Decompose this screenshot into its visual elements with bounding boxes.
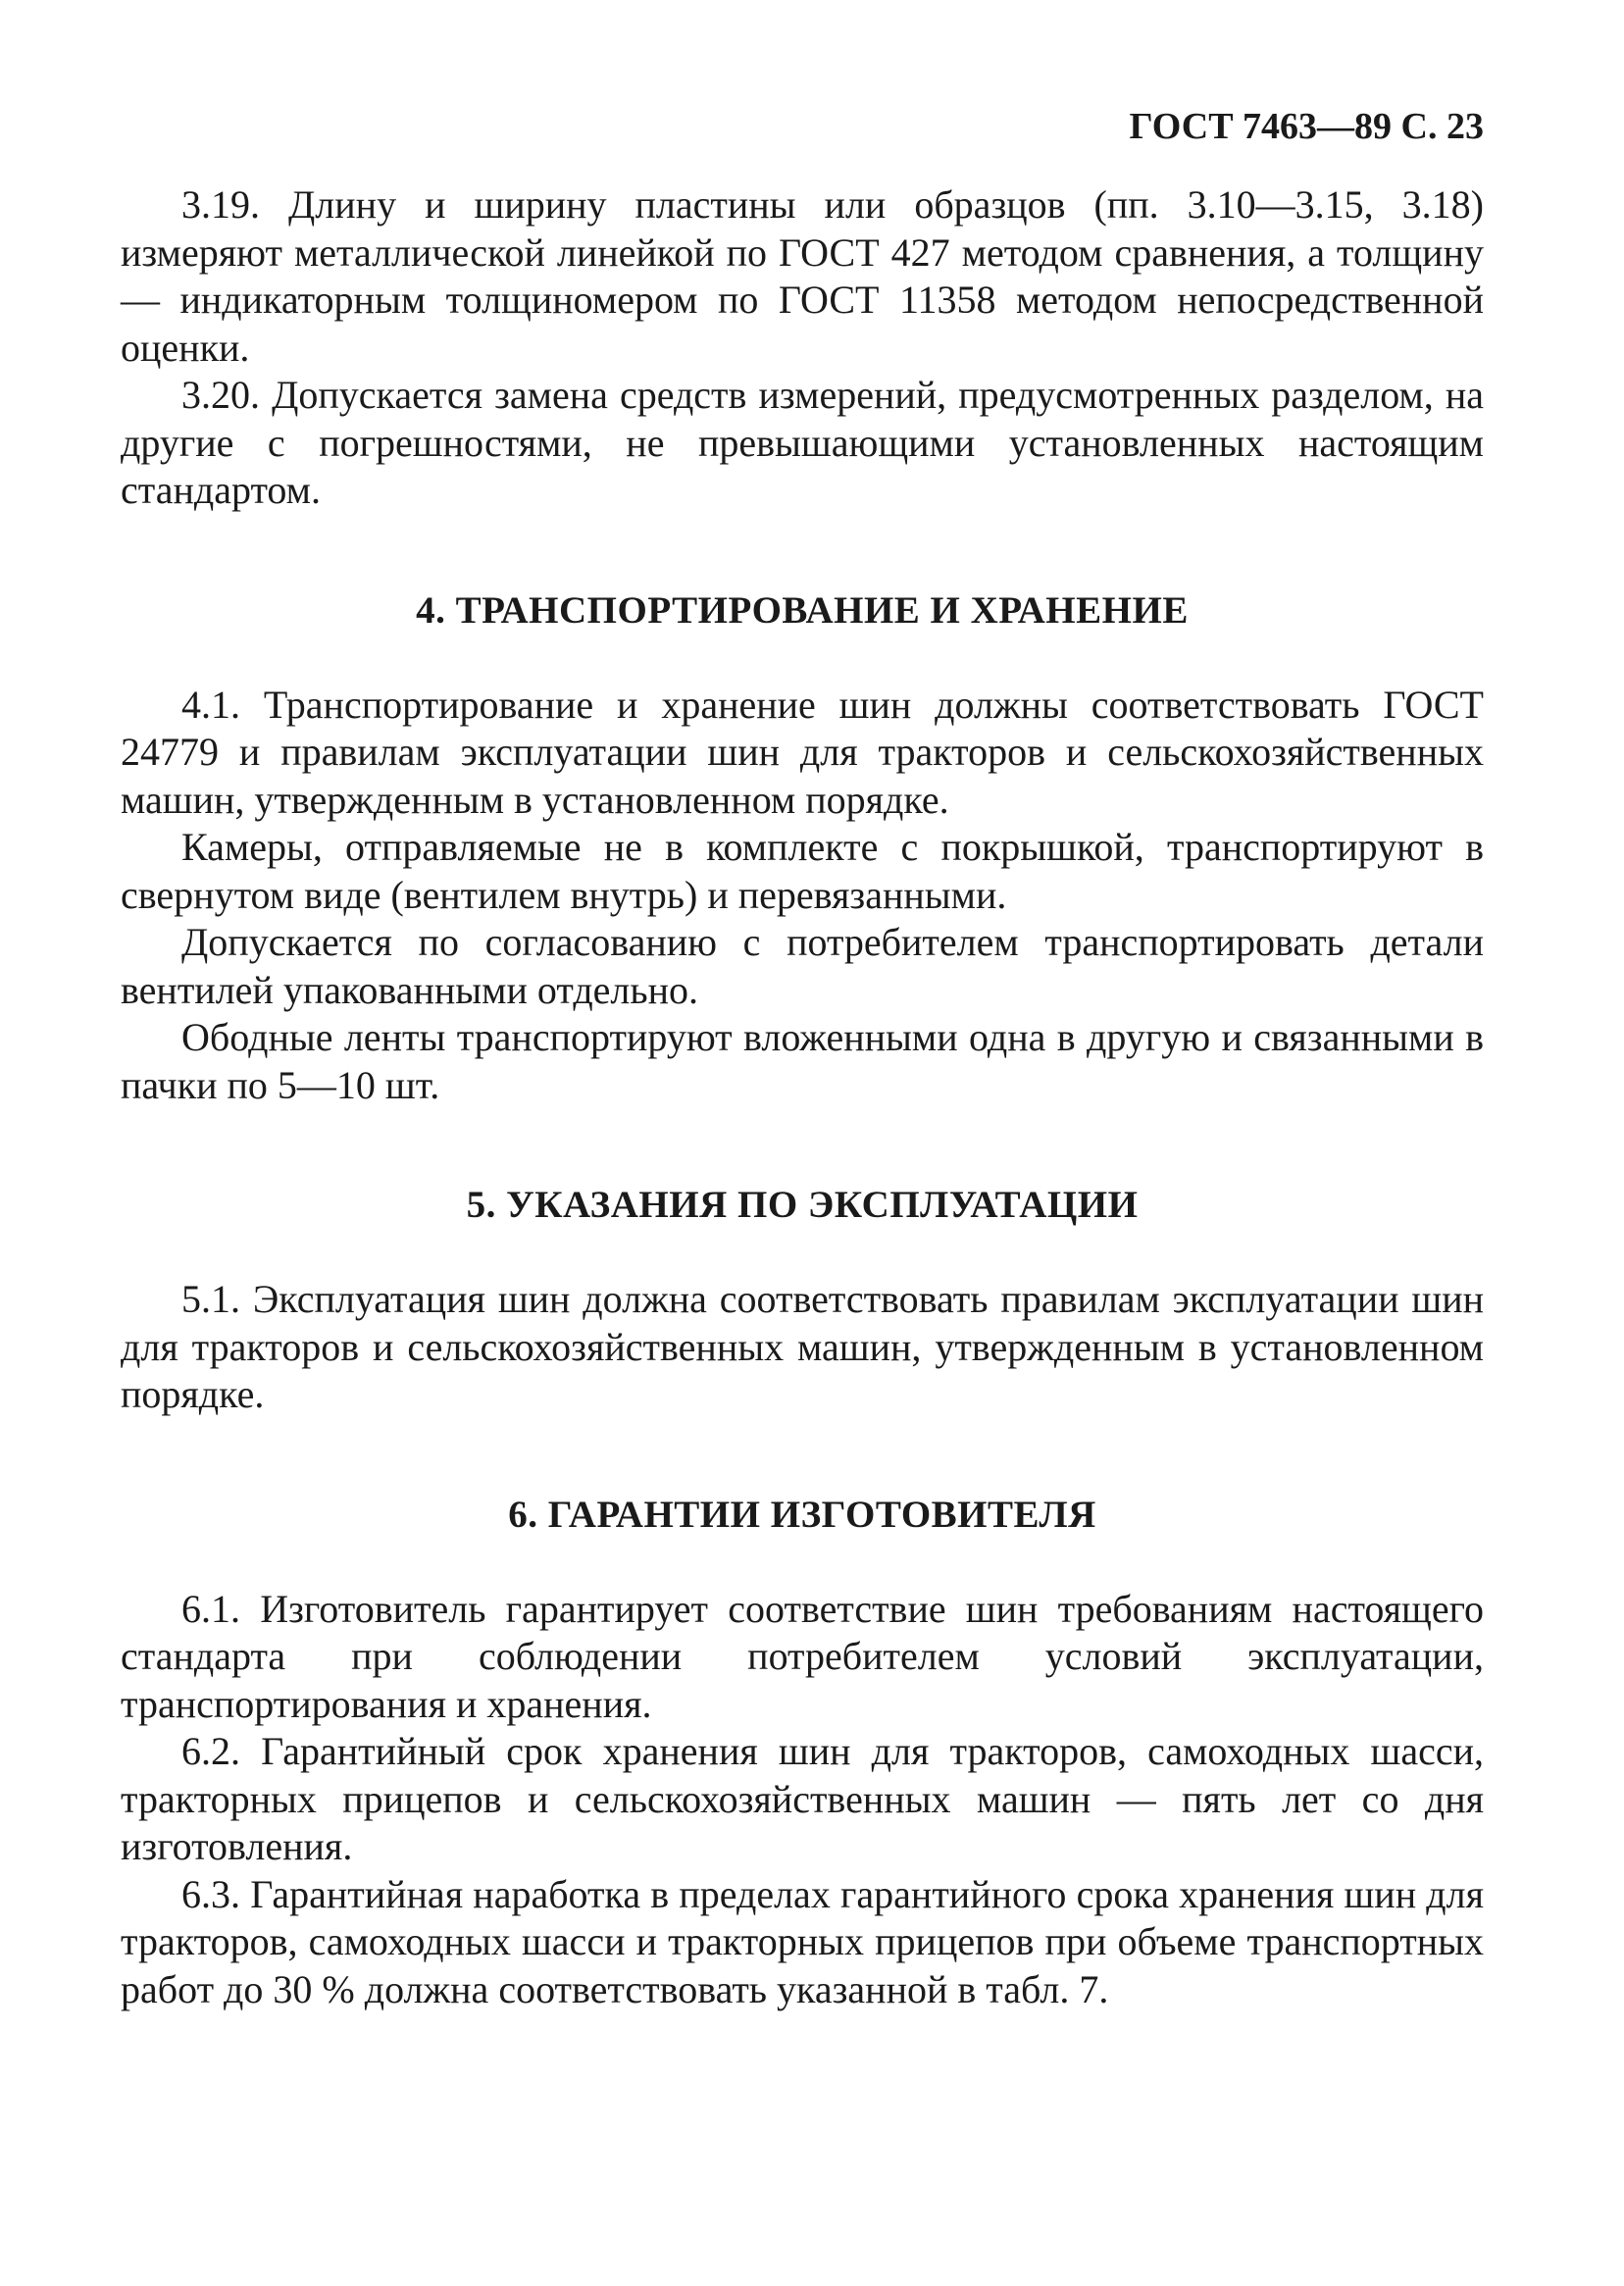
paragraph-3-19: 3.19. Длину и ширину пластины или образцов (пп. 3.10—3.15, 3.18) измеряют металлической линейкой по ГОСТ 427 методом сравнения, а толщину — индикаторным толщиномером по ГОСТ 11358 методом непосредственной оценки.: [121, 182, 1484, 370]
section-heading-4: 4. ТРАНСПОРТИРОВАНИЕ И ХРАНЕНИЕ: [416, 588, 1189, 632]
paragraph-flaps: Ободные ленты транспортируют вложенными одна в другую и связанными в пачки по 5—10 шт.: [121, 1015, 1484, 1107]
paragraph-6-2: 6.2. Гарантийный срок хранения шин для тракторов, самоходных шасси, тракторных прицепов и сельскохозяйственных машин — пять лет со дня изготовления.: [121, 1729, 1484, 1868]
section-heading-5: 5. УКАЗАНИЯ ПО ЭКСПЛУАТАЦИИ: [466, 1184, 1139, 1226]
paragraph-3-20: 3.20. Допускается замена средств измерений, предусмотренных разделом, на другие с погрешностями, не превышающими установленных настоящим стандартом.: [121, 373, 1484, 512]
document-page: [121, 103, 1484, 2013]
section-heading-6: 6. ГАРАНТИИ ИЗГОТОВИТЕЛЯ: [508, 1493, 1096, 1536]
paragraph-tubes: Камеры, отправляемые не в комплекте с покрышкой, транспортируют в свернутом виде (вентилем внутрь) и перевязанными.: [121, 825, 1484, 917]
paragraph-valves: Допускается по согласованию с потребителем транспортировать детали вентилей упакованными отдельно.: [121, 920, 1484, 1012]
paragraph-6-1: 6.1. Изготовитель гарантирует соответствие шин требованиям настоящего стандарта при соблюдении потребителем условий эксплуатации, транспортирования и хранения.: [121, 1586, 1484, 1726]
paragraph-6-3: 6.3. Гарантийная наработка в пределах гарантийного срока хранения шин для тракторов, самоходных шасси и тракторных прицепов при объеме транспортных работ до 30 % должна соответствовать указанной в табл. 7.: [121, 1871, 1484, 2011]
paragraph-5-1: 5.1. Эксплуатация шин должна соответствовать правилам эксплуатации шин для тракторов и сельскохозяйственных машин, утвержденным в установленном порядке.: [121, 1277, 1484, 1416]
paragraph-4-1: 4.1. Транспортирование и хранение шин должны соответствовать ГОСТ 24779 и правилам эксплуатации шин для тракторов и сельскохозяйственных машин, утвержденным в установленном порядке.: [121, 682, 1484, 822]
page-header: ГОСТ 7463—89 С. 23: [1129, 106, 1484, 147]
